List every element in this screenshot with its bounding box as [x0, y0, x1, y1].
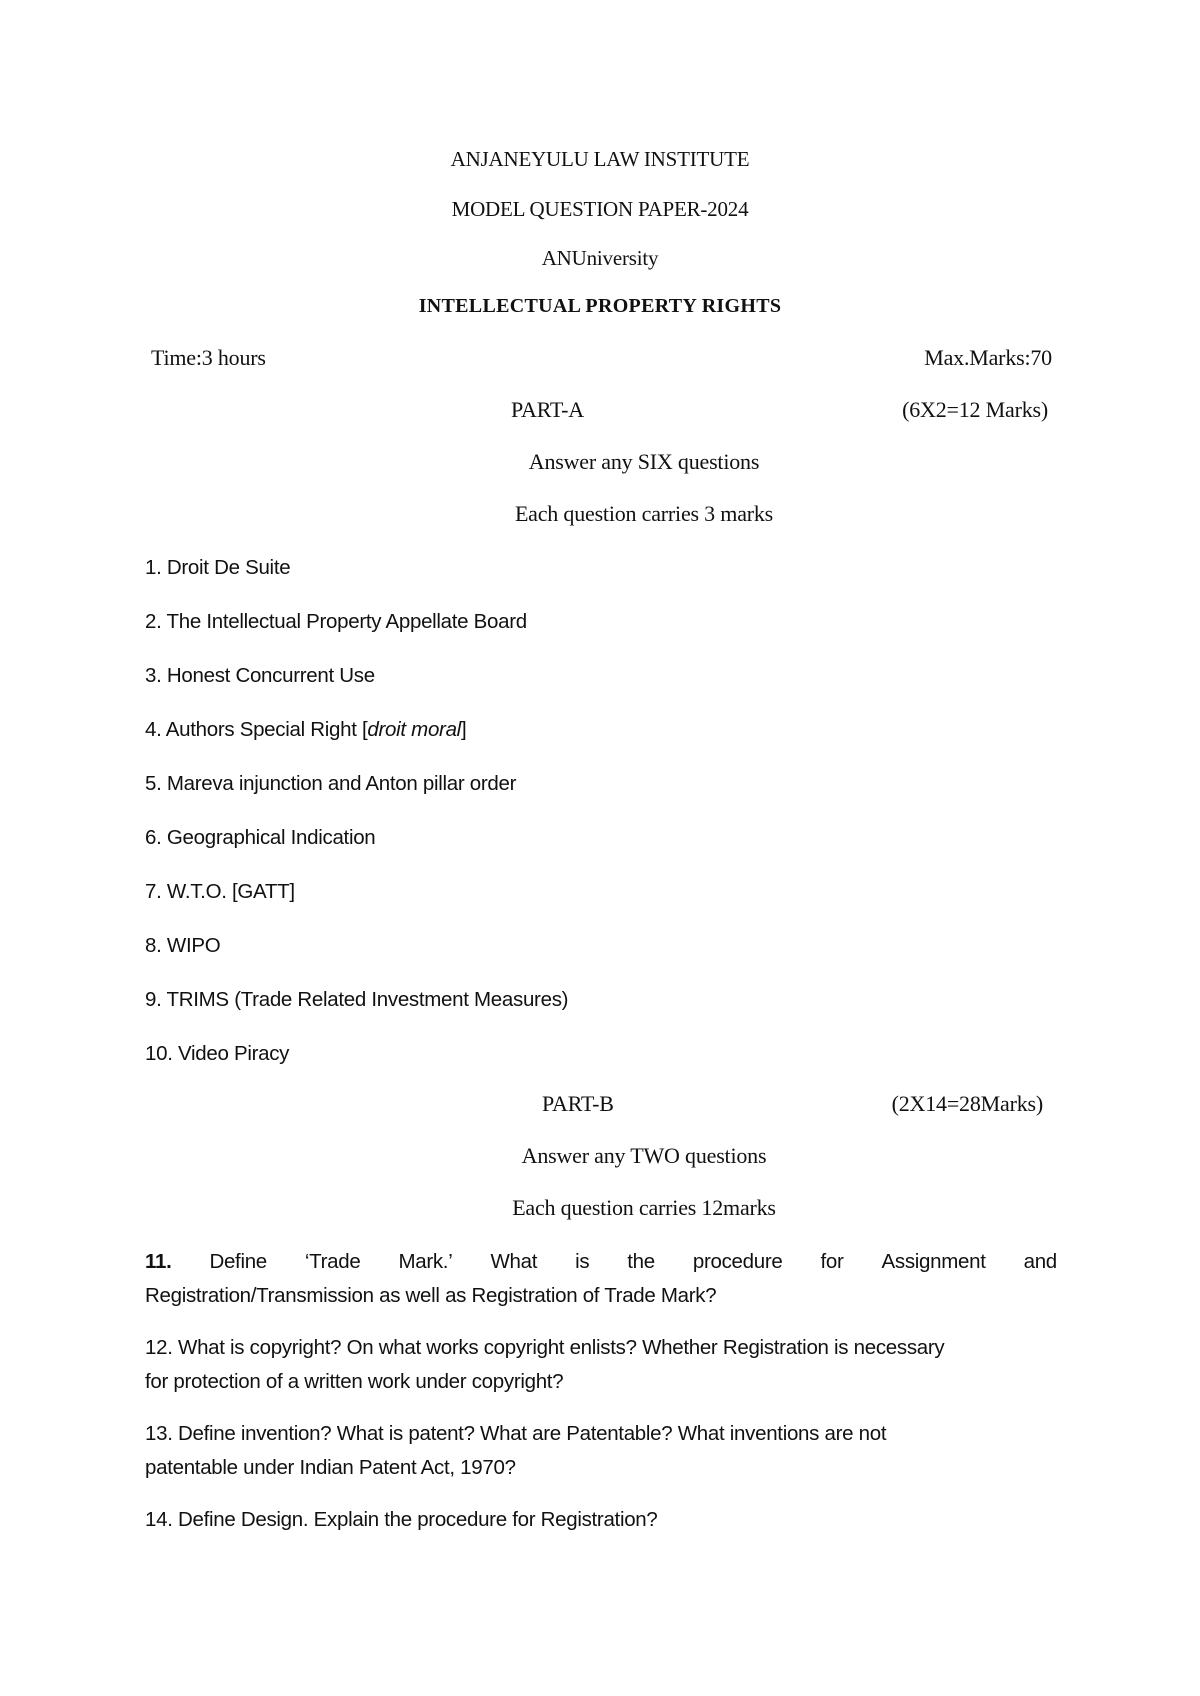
question-word: Assignment [881, 1250, 986, 1273]
part-b-instruction: Answer any TWO questions [521, 1143, 767, 1168]
question-5 [145, 767, 1057, 801]
max-marks: Max.Marks:70 [924, 345, 1052, 370]
question-word: procedure [692, 1250, 783, 1273]
question-1 [145, 551, 1057, 585]
question-number: 1. [145, 556, 162, 579]
question-6 [145, 821, 1057, 855]
question-number: 4. [145, 718, 162, 741]
question-text: WIPO [166, 934, 221, 957]
part-a-instruction: Answer any SIX questions [528, 449, 760, 474]
question-number: 7. [145, 880, 162, 903]
question-text: Video Piracy [178, 1042, 290, 1065]
paper-title: MODEL QUESTION PAPER-2024 [451, 197, 749, 221]
university-name: ANUniversity [541, 246, 659, 270]
question-text: Honest Concurrent Use [166, 664, 375, 687]
question-text: Mareva injunction and Anton pillar order [166, 772, 517, 795]
question-number: 8. [145, 934, 162, 957]
question-word: Define [209, 1250, 267, 1273]
question-text: Geographical Indication [166, 826, 376, 849]
question-text: The Intellectual Property Appellate Board [166, 610, 527, 633]
question-word: and [1023, 1250, 1057, 1273]
question-text-italic: droit moral [367, 718, 461, 741]
question-text: What is copyright? On what works copyright enlists? Whether Registration is necessary [178, 1336, 945, 1359]
question-11 [145, 1245, 1057, 1313]
question-number: 11. [145, 1250, 172, 1273]
question-text: Define Design. Explain the procedure for Registration? [178, 1508, 658, 1531]
question-line [145, 1245, 1057, 1279]
part-b-note: Each question carries 12marks [512, 1195, 776, 1220]
question-line: for protection of a written work under copyright? [145, 1370, 564, 1393]
question-text: Droit De Suite [166, 556, 291, 579]
question-number: 9. [145, 988, 162, 1011]
question-word: Mark.’ [398, 1250, 453, 1273]
question-word: for [820, 1250, 844, 1273]
question-text: W.T.O. [GATT] [166, 880, 295, 903]
question-number: 10. [145, 1042, 173, 1065]
question-number: 13. [145, 1422, 173, 1445]
question-line: Registration/Transmission as well as Registration of Trade Mark? [145, 1284, 717, 1307]
question-number: 2. [145, 610, 162, 633]
institute-name: ANJANEYULU LAW INSTITUTE [450, 147, 750, 171]
question-number: 3. [145, 664, 162, 687]
part-a-marks: (6X2=12 Marks) [902, 397, 1048, 422]
question-number: 5. [145, 772, 162, 795]
question-12 [145, 1331, 1057, 1399]
question-14 [145, 1503, 1057, 1537]
question-number: 14. [145, 1508, 173, 1531]
part-a-note: Each question carries 3 marks [514, 501, 774, 526]
question-9 [145, 983, 1057, 1017]
question-8 [145, 929, 1057, 963]
part-b-title: PART-B [542, 1091, 614, 1116]
question-word: the [627, 1250, 655, 1273]
question-text-end: ] [460, 718, 467, 741]
question-word: What [490, 1250, 538, 1273]
question-3 [145, 659, 1057, 693]
question-13 [145, 1417, 1057, 1485]
question-7 [145, 875, 1057, 909]
question-4 [145, 713, 1057, 747]
question-2 [145, 605, 1057, 639]
question-line [145, 1417, 1057, 1451]
question-number: 12. [145, 1336, 173, 1359]
subject-title: INTELLECTUAL PROPERTY RIGHTS [418, 295, 782, 317]
question-10 [145, 1037, 1057, 1071]
question-line [145, 1331, 1057, 1365]
question-number: 6. [145, 826, 162, 849]
part-b-marks: (2X14=28Marks) [891, 1091, 1043, 1116]
question-text: TRIMS (Trade Related Investment Measures) [166, 988, 569, 1011]
question-text: Authors Special Right [ [165, 718, 368, 741]
question-text: Define invention? What is patent? What are Patentable? What inventions are not [178, 1422, 887, 1445]
exam-time: Time:3 hours [151, 345, 266, 370]
question-word: ‘Trade [304, 1250, 361, 1273]
part-a-title: PART-A [511, 397, 584, 422]
question-line: patentable under Indian Patent Act, 1970? [145, 1456, 516, 1479]
question-word: is [575, 1250, 590, 1273]
